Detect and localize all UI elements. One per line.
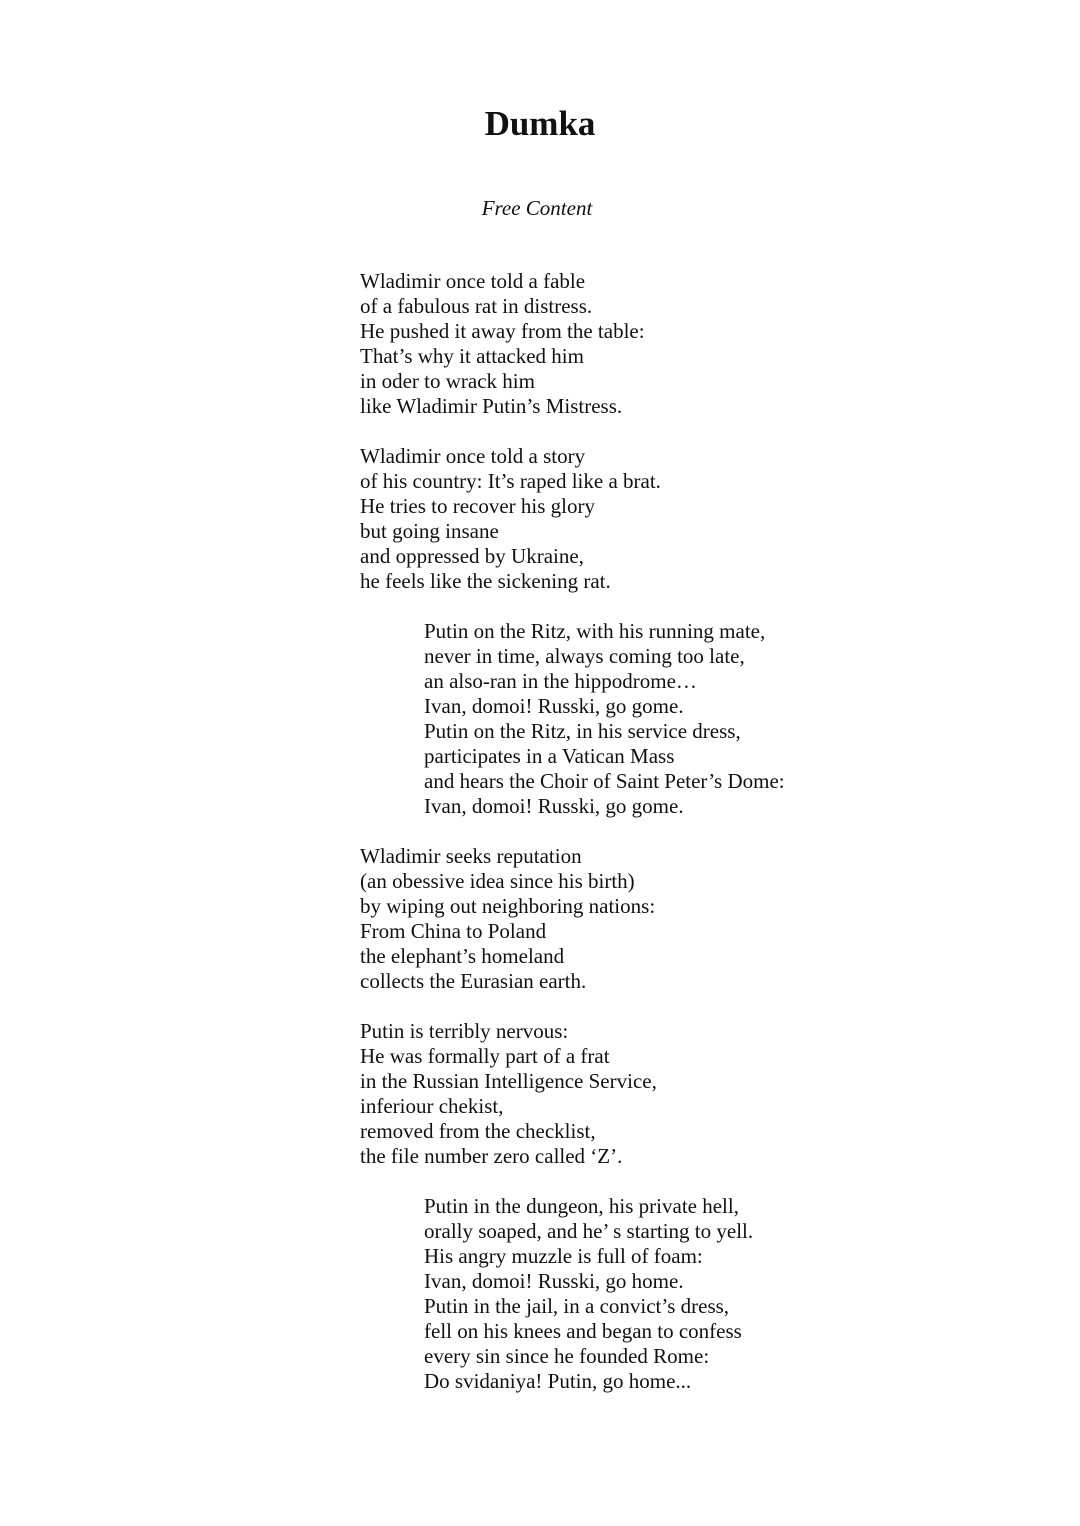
- poem-line: He tries to recover his glory: [360, 494, 596, 518]
- poem-line: Putin is terribly nervous:: [360, 1019, 569, 1043]
- poem-line: he feels like the sickening rat.: [360, 569, 611, 593]
- poem-line: in the Russian Intelligence Service,: [360, 1069, 657, 1093]
- poem-title: Dumka: [484, 104, 596, 143]
- poem-line: the file number zero called ‘Z’.: [360, 1144, 623, 1168]
- poem-line: Wladimir seeks reputation: [360, 844, 582, 868]
- poem-line: His angry muzzle is full of foam:: [424, 1244, 703, 1268]
- poem-line: and oppressed by Ukraine,: [360, 544, 584, 568]
- poem-line: That’s why it attacked him: [360, 344, 584, 368]
- poem-line: of a fabulous rat in distress.: [360, 294, 593, 318]
- poem-line: Ivan, domoi! Russki, go gome.: [424, 694, 684, 718]
- poem-line: but going insane: [360, 519, 499, 543]
- poem-line: From China to Poland: [360, 919, 547, 943]
- poem-line: He was formally part of a frat: [360, 1044, 610, 1068]
- poem-line: by wiping out neighboring nations:: [360, 894, 656, 918]
- poem-line: He pushed it away from the table:: [360, 319, 645, 343]
- poem-line: Putin on the Ritz, in his service dress,: [424, 719, 741, 743]
- poem-line: Do svidaniya! Putin, go home...: [424, 1369, 692, 1393]
- poem-line: never in time, always coming too late,: [424, 644, 745, 668]
- poem-line: every sin since he founded Rome:: [424, 1344, 710, 1368]
- poem-line: collects the Eurasian earth.: [360, 969, 587, 993]
- poem-line: of his country: It’s raped like a brat.: [360, 469, 661, 493]
- poem-subtitle: Free Content: [481, 196, 593, 220]
- poem-line: participates in a Vatican Mass: [424, 744, 675, 768]
- stanza-1: [360, 269, 920, 419]
- poem-line: the elephant’s homeland: [360, 944, 565, 968]
- poem-body: [360, 269, 920, 1419]
- stanza-4: [360, 844, 920, 994]
- poem-line: inferiour chekist,: [360, 1094, 504, 1118]
- poem-line: (an obessive idea since his birth): [360, 869, 635, 893]
- poem-line: Putin in the dungeon, his private hell,: [424, 1194, 739, 1218]
- stanza-2: [360, 444, 920, 594]
- poem-line: Wladimir once told a fable: [360, 269, 586, 293]
- poem-line: Putin on the Ritz, with his running mate,: [424, 619, 766, 643]
- stanza-3-refrain: [424, 619, 920, 819]
- poem-line: like Wladimir Putin’s Mistress.: [360, 394, 623, 418]
- poem-line: Wladimir once told a story: [360, 444, 586, 468]
- stanza-6-refrain: [424, 1194, 920, 1394]
- poem-line: removed from the checklist,: [360, 1119, 596, 1143]
- poem-line: and hears the Choir of Saint Peter’s Dome:: [424, 769, 785, 793]
- poem-line: an also-ran in the hippodrome…: [424, 669, 697, 693]
- poem-line: in oder to wrack him: [360, 369, 535, 393]
- poem-line: orally soaped, and he’ s starting to yell.: [424, 1219, 754, 1243]
- poem-line: Putin in the jail, in a convict’s dress,: [424, 1294, 730, 1318]
- poem-line: Ivan, domoi! Russki, go home.: [424, 1269, 684, 1293]
- poem-line: fell on his knees and began to confess: [424, 1319, 742, 1343]
- stanza-5: [360, 1019, 920, 1169]
- poem-line: Ivan, domoi! Russki, go gome.: [424, 794, 684, 818]
